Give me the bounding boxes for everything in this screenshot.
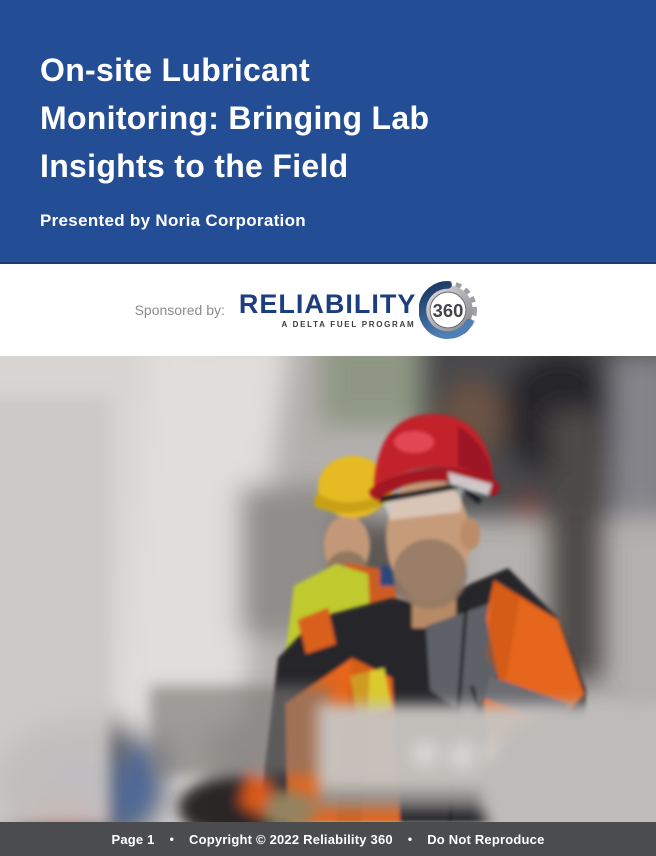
page-title-line-3: Insights to the Field <box>40 148 349 184</box>
footer-do-not-reproduce: Do Not Reproduce <box>427 831 545 847</box>
page-title-line-1: On-site Lubricant <box>40 52 311 88</box>
brand-name-text: RELIABILITY <box>238 289 417 319</box>
cover-photo-illustration <box>0 356 656 822</box>
page-title <box>40 46 622 190</box>
footer-copyright: Copyright © 2022 Reliability 360 <box>188 831 393 847</box>
page-title-line-2: Monitoring: Bringing Lab <box>40 100 430 136</box>
sponsored-by-label: Sponsored by: <box>134 302 225 318</box>
gear-360-icon-svg <box>419 279 477 341</box>
footer-bar <box>0 822 656 856</box>
gear-360-icon <box>419 279 477 346</box>
cover-photo <box>0 356 656 822</box>
sponsor-bar <box>0 264 656 356</box>
reliability-360-wordmark <box>239 291 417 329</box>
brand-tagline-text: A DELTA FUEL PROGRAM <box>281 320 416 329</box>
badge-360-text: 360 <box>433 299 464 321</box>
hero-content <box>0 0 656 231</box>
presented-by-subtitle: Presented by Noria Corporation <box>40 211 306 230</box>
footer-page-number: Page 1 <box>111 831 155 847</box>
hero-section <box>0 0 656 264</box>
sponsor-logo-group <box>135 277 478 344</box>
footer-bullet-separator: • <box>407 832 413 846</box>
footer-bullet-separator: • <box>169 832 174 846</box>
